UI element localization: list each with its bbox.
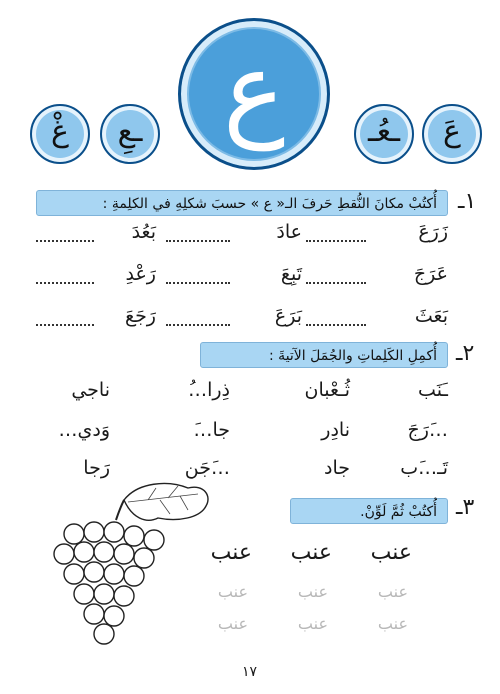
exercise-3-number: ٣ـ [456, 494, 475, 519]
trace-word[interactable]: عنب [377, 582, 408, 601]
grapes-illustration [28, 478, 218, 658]
ex1-word: تَبِعَ [280, 263, 302, 285]
ex2-item[interactable]: ذِرا…ُ [188, 379, 230, 401]
ex2-item[interactable]: …َجَن [184, 457, 230, 479]
trace-word[interactable]: عنب [217, 582, 248, 601]
answer-blank[interactable] [306, 312, 366, 326]
answer-blank[interactable] [166, 270, 230, 284]
ex2-item[interactable]: …َرَجَ [407, 419, 448, 441]
trace-word[interactable]: عنب [297, 614, 328, 633]
trace-word[interactable]: عنب [297, 582, 328, 601]
ex2-item: ثُـعْبان [304, 379, 350, 401]
ex1-word: بَعُدَ [131, 221, 156, 243]
ex2-item[interactable]: وَدي… [58, 419, 110, 441]
letter-form-1: عَ [422, 104, 482, 164]
answer-blank[interactable] [36, 312, 94, 326]
ex2-item: جاد [324, 457, 350, 479]
ex1-word: رَجَعَ [124, 305, 156, 327]
ex2-item[interactable]: ـَنَب [418, 379, 448, 401]
ex1-word: عَرَجَ [413, 263, 448, 285]
model-word: عنب [210, 540, 252, 565]
exercise-2-number: ٢ـ [456, 340, 475, 365]
letter-form-2: ـعُـ [354, 104, 414, 164]
answer-blank[interactable] [166, 312, 230, 326]
main-letter: ع [222, 29, 286, 151]
ex1-word: بَعَثَ [414, 305, 448, 327]
answer-blank[interactable] [36, 228, 94, 242]
exercise-1-number: ١ـ [458, 188, 477, 213]
model-word: عنب [290, 540, 332, 565]
answer-blank[interactable] [306, 270, 366, 284]
ex1-word: عادَ [276, 221, 302, 243]
answer-blank[interactable] [306, 228, 366, 242]
trace-word[interactable]: عنب [377, 614, 408, 633]
exercise-3-instruction: أُكتُبْ ثُمَّ لَوِّنْ. [290, 498, 448, 524]
answer-blank[interactable] [36, 270, 94, 284]
ex2-item: نادِر [321, 419, 350, 441]
ex1-word: رَعْدِ [125, 263, 156, 285]
ex2-item: رَجا [83, 457, 110, 479]
ex1-word: بَرَعَ [274, 305, 302, 327]
letter-form-3: ـعِ [100, 104, 160, 164]
answer-blank[interactable] [166, 228, 230, 242]
letter-form-4: غْ [30, 104, 90, 164]
model-word: عنب [370, 540, 412, 565]
page-number: ١٧ [242, 664, 258, 680]
trace-word[interactable]: عنب [217, 614, 248, 633]
ex2-item: ناجي [71, 379, 110, 401]
ex2-item[interactable]: جا…َ [193, 419, 230, 441]
main-letter-circle [178, 18, 330, 170]
ex2-item[interactable]: تَـ…َب [400, 457, 448, 479]
ex1-word: زَرَعَ [418, 221, 448, 243]
exercise-2-instruction: أُكمِلِ الكَلِماتِ والجُمَلَ الآتيةَ : [200, 342, 448, 368]
exercise-1-instruction: أُكتُبْ مكانَ النُّقطِ حَرفَ الـ« ع » حسبَ شكلِهِ في الكلِمةِ : [36, 190, 448, 216]
